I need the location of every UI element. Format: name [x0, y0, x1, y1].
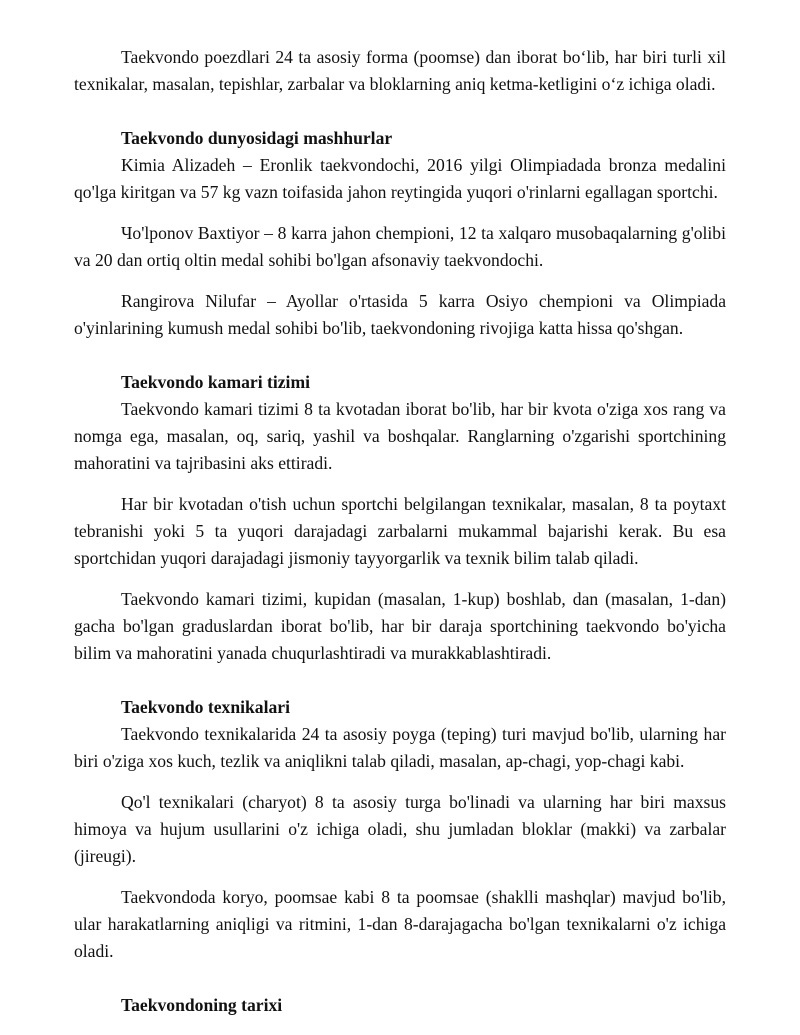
- section-heading-techniques: Taekvondo texnikalari: [121, 697, 290, 717]
- famous-paragraph-3: Rangirova Nilufar – Ayollar o'rtasida 5 karra Osiyo chempioni va Olimpiada o'yinlarining kumush medal sohibi bo'lib, taekvondoning rivojiga katta hissa qo'shgan.: [74, 291, 726, 338]
- techniques-paragraph-2: Qo'l texnikalari (charyot) 8 ta asosiy turga bo'linadi va ularning har biri maxsus himoya va hujum usullarini o'z ichiga oladi, shu jumladan bloklar (makki) va zarbalar (jireugi).: [74, 792, 726, 866]
- techniques-paragraph-1: Taekvondo texnikalarida 24 ta asosiy poyga (teping) turi mavjud bo'lib, ularning har biri o'ziga xos kuch, tezlik va aniqlikni talab qiladi, masalan, ap-chagi, yop-chagi kabi.: [74, 724, 726, 771]
- belt-paragraph-2: Har bir kvotadan o'tish uchun sportchi belgilangan texnikalar, masalan, 8 ta poytaxt tebranishi yoki 5 ta yuqori darajadagi zarbalarni mukammal bajarishi kerak. Bu esa sportchidan yuqori darajadagi jismoniy tayyorgarlik va texnik bilim talab qiladi.: [74, 494, 726, 568]
- belt-paragraph-3: Taekvondo kamari tizimi, kupidan (masalan, 1-kup) boshlab, dan (masalan, 1-dan) gacha bo'lgan graduslardan iborat bo'lib, har bir daraja sportchining taekvondo bo'yicha bilim va mahoratini yanada chuqurlashtiradi va murakkablashtiradi.: [74, 589, 726, 663]
- intro-paragraph: Taekvondo poezdlari 24 ta asosiy forma (poomse) dan iborat bo‘lib, har biri turli xil texnikalar, masalan, tepishlar, zarbalar va bloklarning aniq ketma-ketligini o‘z ichiga oladi.: [74, 47, 726, 94]
- famous-paragraph-2: Чo'lponov Baxtiyor – 8 karra jahon chempioni, 12 ta xalqaro musobaqalarning g'olibi va 20 dan ortiq oltin medal sohibi bo'lgan afsonaviy taekvondochi.: [74, 223, 726, 270]
- section-heading-history: Taekvondoning tarixi: [121, 995, 283, 1015]
- section-heading-famous: Taekvondo dunyosidagi mashhurlar: [121, 128, 393, 148]
- famous-paragraph-1: Kimia Alizadeh – Eronlik taekvondochi, 2016 yilgi Olimpiadada bronza medalini qo'lga kiritgan va 57 kg vazn toifasida jahon reytingida yuqori o'rinlarni egallagan sportchi.: [74, 155, 726, 202]
- belt-paragraph-1: Taekvondo kamari tizimi 8 ta kvotadan iborat bo'lib, har bir kvota o'ziga xos rang va nomga ega, masalan, oq, sariq, yashil va boshqalar. Ranglarning o'zgarishi sportchining mahoratini va tajribasini aks ettiradi.: [74, 399, 726, 473]
- section-heading-belt: Taekvondo kamari tizimi: [121, 372, 310, 392]
- techniques-paragraph-3: Taekvondoda koryo, poomsae kabi 8 ta poomsae (shaklli mashqlar) mavjud bo'lib, ular harakatlarning aniqligi va ritmini, 1-dan 8-darajagacha bo'lgan texnikalarni o'z ichiga oladi.: [74, 887, 726, 961]
